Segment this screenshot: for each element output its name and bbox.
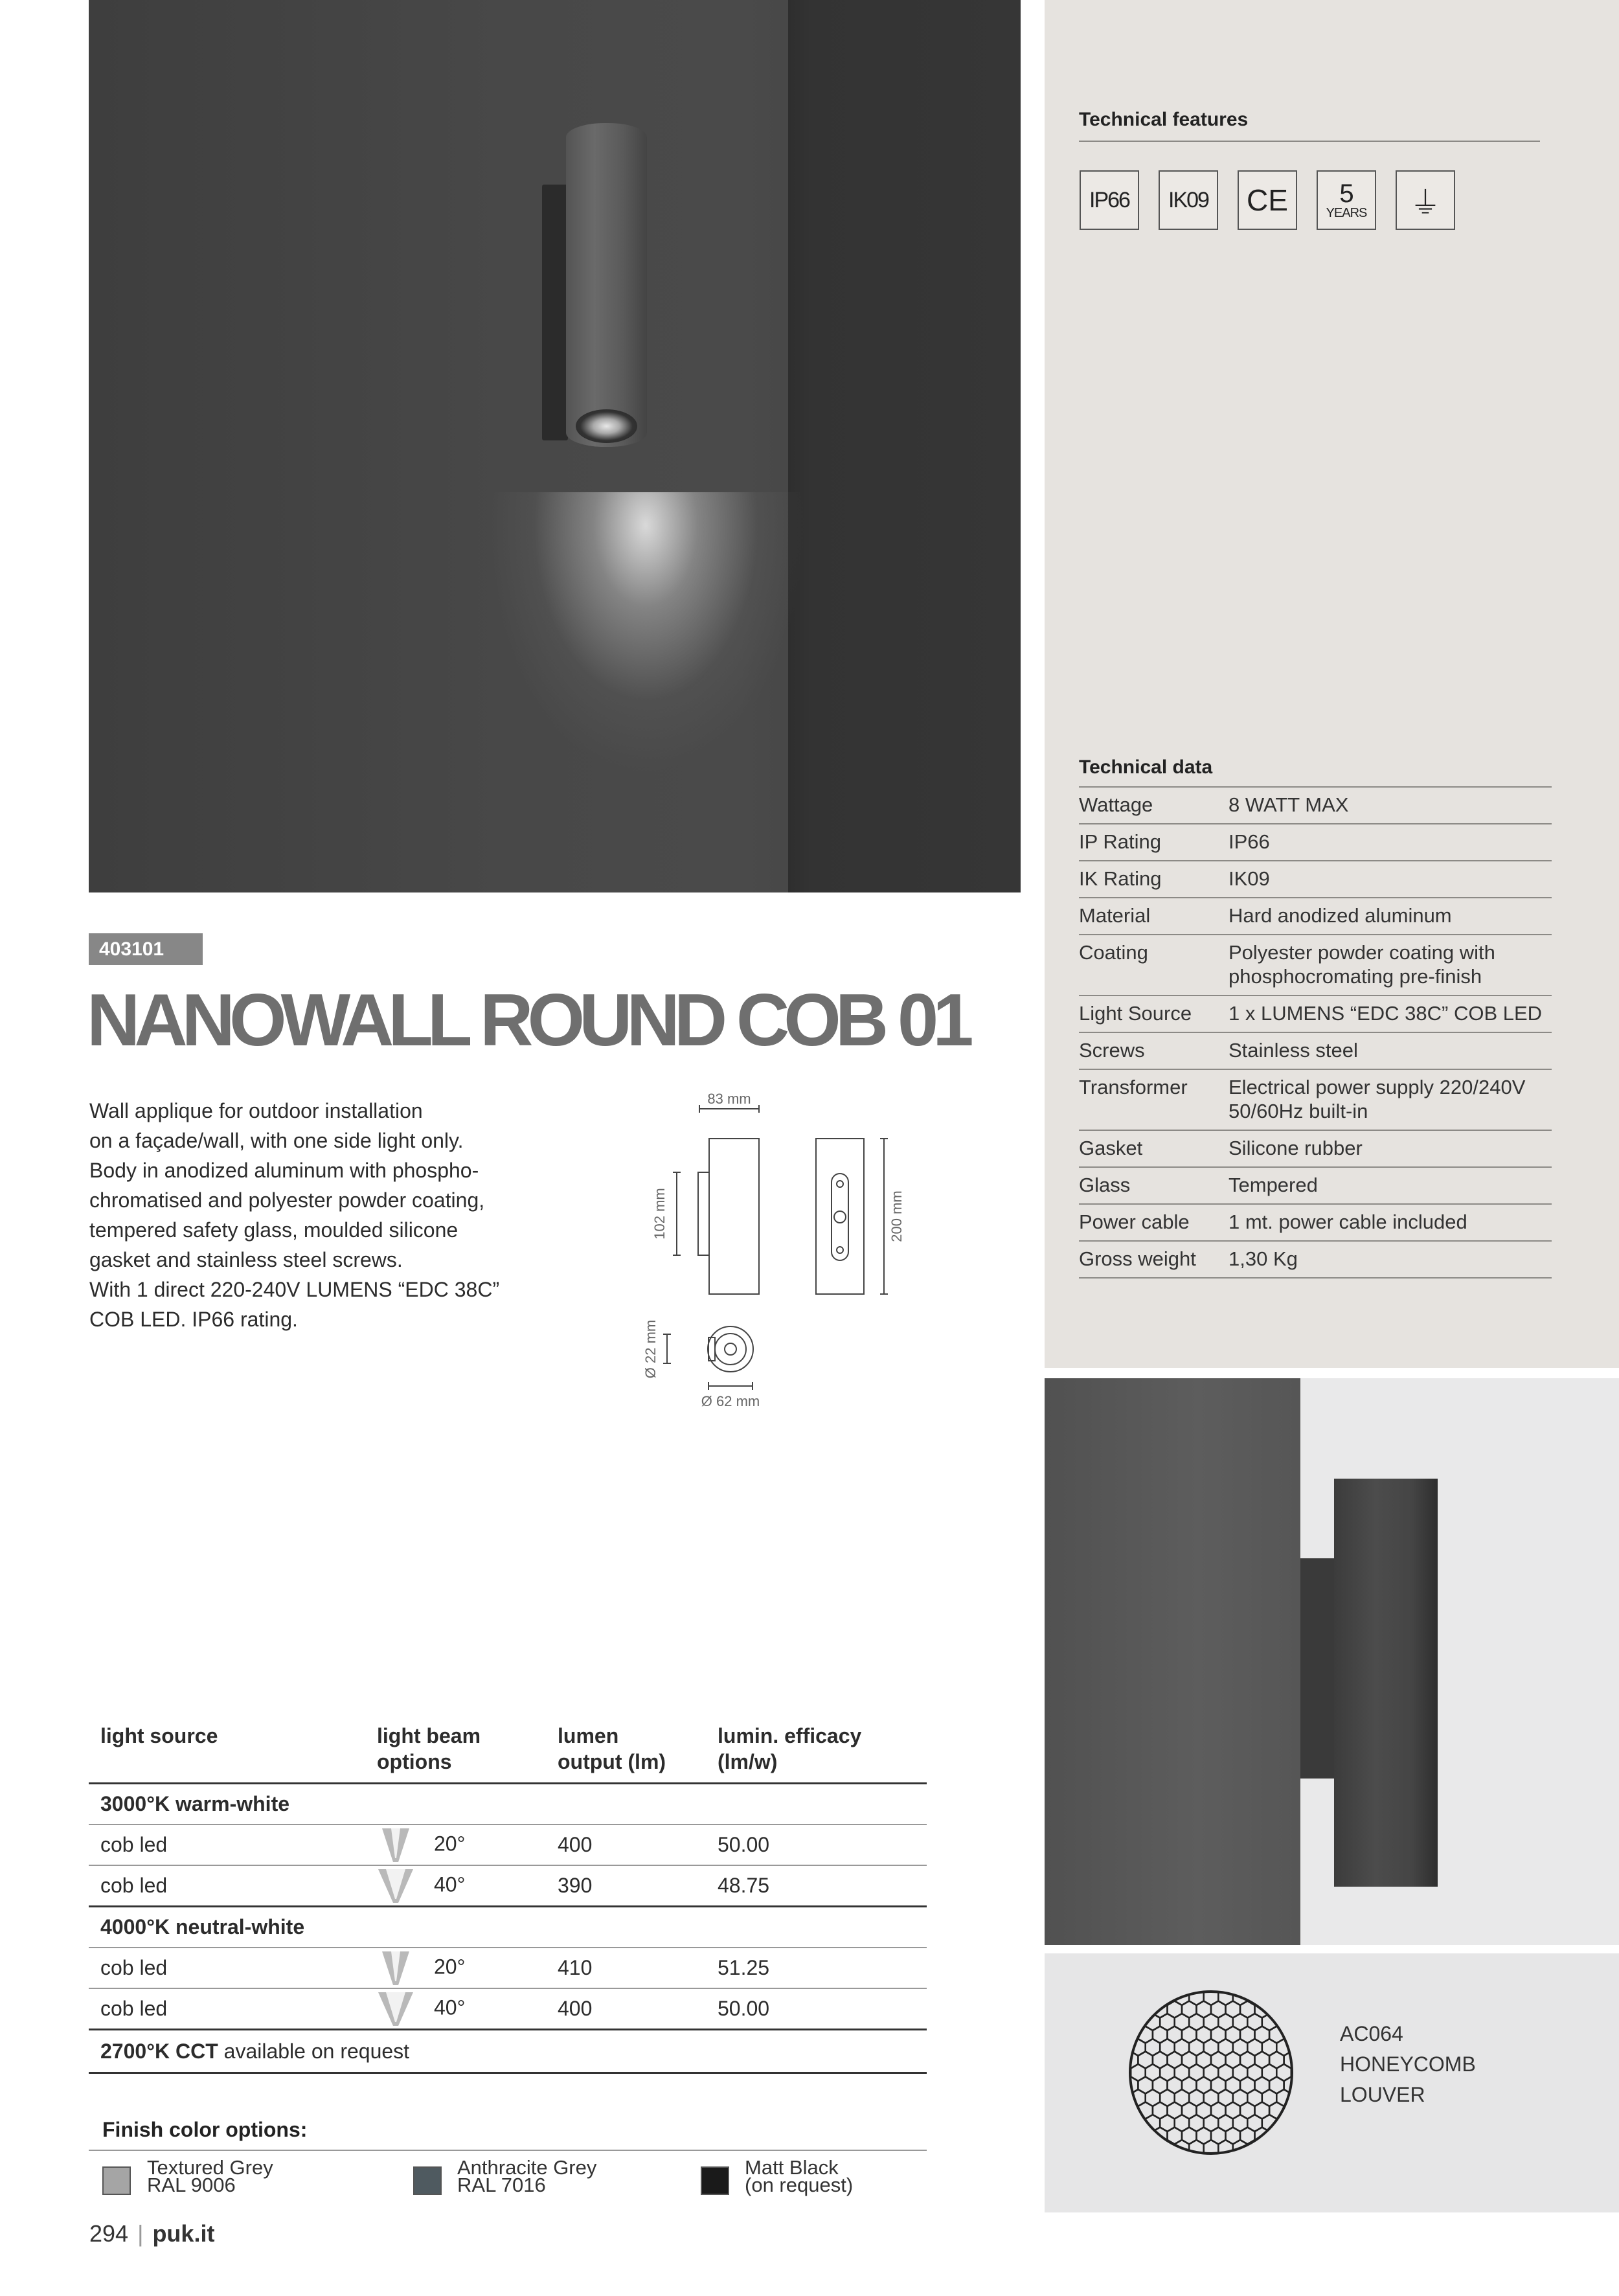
table-row: [1079, 787, 1552, 824]
spec-value: Tempered: [1228, 1167, 1552, 1204]
spec-value: Electrical power supply 220/240V 50/60Hz built-in: [1228, 1069, 1552, 1130]
hex-cell: [1269, 2001, 1284, 2018]
hex-cell: [1262, 2140, 1277, 2157]
hex-cell: [1284, 2128, 1295, 2144]
page-footer: [89, 2220, 214, 2247]
badge-label: IK09: [1168, 187, 1208, 212]
hex-cell: [1146, 1988, 1160, 2005]
hex-cell: [1138, 2153, 1153, 2157]
spec-key: Power cable: [1079, 1204, 1228, 1241]
table-row: [89, 1865, 927, 1907]
narrow-beam-icon: [377, 1827, 414, 1863]
fixture-body: [566, 123, 647, 447]
hex-cell: [1240, 1988, 1255, 1993]
technical-data-title: Technical data: [1079, 756, 1213, 778]
dim-body-diameter-label: Ø 62 mm: [701, 1393, 760, 1409]
hex-cell: [1255, 1988, 1270, 1993]
hex-cell: [1127, 2140, 1131, 2157]
beam-angle: 20°: [434, 1831, 466, 1855]
product-description: Wall applique for outdoor installation on a façade/wall, with one side light only. Body in anodized aluminum with phospho- chromatised and polyester powder coating, tempered safety glass, moulded silicone gasket and stainless steel screws. With 1 direct 220-240V LUMENS “EDC 38C” COB LED. IP66 rating.: [89, 1099, 500, 1331]
cell-lumen: 410: [546, 1948, 706, 1988]
cell-source: cob led: [89, 1865, 365, 1907]
table-row: [1079, 861, 1552, 898]
badge-label: CE: [1247, 183, 1288, 217]
color-swatch-anthracite-grey: [413, 2166, 442, 2195]
cell-source: cob led: [89, 1948, 365, 1988]
hex-cell: [1127, 2128, 1138, 2144]
spec-value: Hard anodized aluminum: [1228, 898, 1552, 935]
hex-cell: [1269, 1988, 1284, 1993]
technical-features-title: Technical features: [1079, 109, 1249, 130]
finish-name: Matt Black: [745, 2156, 839, 2179]
hex-cell: [1127, 2001, 1138, 2018]
hex-cell: [1276, 1988, 1291, 2005]
hero-product-photo: [89, 0, 1021, 892]
table-row: [1079, 1204, 1552, 1241]
warranty-years-label: YEARS: [1326, 206, 1367, 220]
cell-beam: [365, 1988, 546, 2030]
hex-cell: [1291, 1988, 1295, 2005]
cct-note-text: available on request: [218, 2039, 410, 2063]
hex-cell: [1291, 2115, 1295, 2131]
finish-name: Textured Grey: [147, 2156, 273, 2179]
table-row: [1079, 1167, 1552, 1204]
hex-cell: [1138, 2001, 1153, 2018]
hex-cell: [1127, 2039, 1131, 2056]
hex-cell: [1138, 2128, 1153, 2144]
mount-bracket: [1300, 1558, 1334, 1779]
hex-cell: [1255, 2153, 1270, 2157]
hex-cell: [1127, 1988, 1138, 1993]
spec-key: IP Rating: [1079, 824, 1228, 861]
cell-beam: [365, 1824, 546, 1865]
spec-key: IK Rating: [1079, 861, 1228, 898]
beam-angle: 40°: [434, 1872, 466, 1896]
hex-cell: [1269, 2128, 1284, 2144]
table-row: [89, 1824, 927, 1865]
cct-note: [89, 2030, 927, 2073]
spec-value: 1,30 Kg: [1228, 1241, 1552, 1278]
group-row: [89, 1784, 927, 1825]
table-row: [89, 1988, 927, 2030]
hex-cell: [1153, 1988, 1168, 1993]
column-header: lumen output (lm): [546, 1716, 706, 1784]
product-detail-photo: [1045, 1378, 1619, 1945]
website-link[interactable]: puk.it: [152, 2220, 215, 2247]
hex-cell: [1127, 2014, 1131, 2030]
cell-efficacy: 51.25: [706, 1948, 927, 1988]
spec-key: Light Source: [1079, 995, 1228, 1032]
cell-beam: [365, 1865, 546, 1907]
earth-ground-icon: [1396, 170, 1455, 230]
spec-key: Gasket: [1079, 1130, 1228, 1167]
finish-code: RAL 9006: [147, 2174, 236, 2196]
hex-cell: [1131, 2140, 1146, 2157]
cell-efficacy: 50.00: [706, 1988, 927, 2030]
hex-cell: [1291, 2089, 1295, 2106]
fixture-cylinder: [1334, 1479, 1438, 1887]
hex-cell: [1127, 2115, 1131, 2131]
divider: [1079, 141, 1540, 142]
ip66-badge: [1080, 170, 1139, 230]
color-swatch-textured-grey: [102, 2166, 131, 2195]
note-row: [89, 2030, 927, 2073]
hex-cell: [1276, 2140, 1291, 2157]
finish-name: Anthracite Grey: [457, 2156, 597, 2179]
wall-surface: [1045, 1378, 1300, 1945]
medium-beam-icon: [377, 1868, 414, 1904]
wall-mount-bracket: [542, 185, 568, 440]
spec-key: Glass: [1079, 1167, 1228, 1204]
hex-cell: [1291, 2014, 1295, 2030]
dim-lens-diameter-label: Ø 22 mm: [642, 1319, 659, 1379]
spec-key: Coating: [1079, 935, 1228, 995]
cell-efficacy: 50.00: [706, 1824, 927, 1865]
hex-cell: [1138, 1988, 1153, 1993]
page-number: 294: [89, 2220, 129, 2247]
fixture-lens: [576, 409, 637, 443]
spec-key: Material: [1079, 898, 1228, 935]
table-row: [1079, 1069, 1552, 1130]
color-swatch-matt-black: [701, 2166, 729, 2195]
spec-value: 8 WATT MAX: [1228, 787, 1552, 824]
medium-beam-icon: [377, 1991, 414, 2027]
hex-cell: [1262, 1988, 1277, 2005]
hex-cell: [1127, 1988, 1131, 2005]
dimension-drawing: [641, 1088, 939, 1425]
hex-cell: [1127, 2089, 1131, 2106]
finish-label: [457, 2156, 597, 2196]
group-row: [89, 1907, 927, 1948]
hex-cell: [1284, 2001, 1295, 2018]
column-header: light source: [89, 1716, 365, 1784]
spec-value: IP66: [1228, 824, 1552, 861]
dim-body-height-label: 102 mm: [651, 1188, 668, 1240]
cell-source: cob led: [89, 1824, 365, 1865]
cell-lumen: 400: [546, 1988, 706, 2030]
spec-value: Stainless steel: [1228, 1032, 1552, 1069]
spec-value: 1 mt. power cable included: [1228, 1204, 1552, 1241]
group-title: 4000°K neutral-white: [89, 1907, 927, 1948]
spec-key: Screws: [1079, 1032, 1228, 1069]
cell-source: cob led: [89, 1988, 365, 2030]
beam-angle: 40°: [434, 1995, 466, 2019]
hex-cell: [1182, 1988, 1197, 1993]
spec-key: Gross weight: [1079, 1241, 1228, 1278]
spec-key: Wattage: [1079, 787, 1228, 824]
honeycomb-louver-icon: [1127, 1988, 1295, 2157]
spec-value: Polyester powder coating with phosphocromating pre-finish: [1228, 935, 1552, 995]
footer-separator: |: [137, 2220, 144, 2247]
cell-lumen: 390: [546, 1865, 706, 1907]
cell-efficacy: 48.75: [706, 1865, 927, 1907]
hex-cell: [1153, 2153, 1168, 2157]
badge-label: IP66: [1089, 187, 1129, 212]
accessory-label: AC064 HONEYCOMB LOUVER: [1340, 2022, 1476, 2106]
light-beam: [451, 492, 840, 892]
cct-note-bold: 2700°K CCT: [100, 2039, 218, 2063]
cell-lumen: 400: [546, 1824, 706, 1865]
hex-cell: [1127, 2153, 1138, 2157]
finish-label: [147, 2156, 273, 2196]
finish-code: RAL 7016: [457, 2174, 546, 2196]
hex-cell: [1182, 2153, 1197, 2157]
table-row: [1079, 824, 1552, 861]
cell-beam: [365, 1948, 546, 1988]
warranty-years-number: 5: [1339, 179, 1353, 208]
ce-mark-icon: [1238, 170, 1297, 230]
table-row: [89, 1948, 927, 1988]
beam-angle: 20°: [434, 1954, 466, 1978]
table-row: [1079, 995, 1552, 1032]
finish-label: [745, 2156, 854, 2196]
hex-cell: [1226, 1988, 1241, 1993]
table-row: [1079, 1130, 1552, 1167]
product-code-badge: 403101: [89, 933, 203, 965]
hex-cell: [1168, 1988, 1183, 1993]
badge-label: ⏚: [1409, 186, 1441, 221]
technical-data-table: [1079, 786, 1552, 1279]
divider: [89, 2150, 927, 2151]
table-row: [1079, 1241, 1552, 1278]
hex-cell: [1146, 2140, 1160, 2157]
hex-cell: [1269, 2153, 1284, 2157]
product-title: NANOWALL ROUND COB 01: [87, 979, 968, 1062]
hex-cell: [1240, 2153, 1255, 2157]
hex-cell: [1284, 2153, 1295, 2157]
ik09-badge: [1159, 170, 1218, 230]
light-source-table: [89, 1716, 927, 2074]
finish-options-title: Finish color options:: [102, 2118, 308, 2141]
spec-value: Silicone rubber: [1228, 1130, 1552, 1167]
table-row: [1079, 935, 1552, 995]
hex-cell: [1168, 2153, 1183, 2157]
table-row: [1079, 898, 1552, 935]
column-header: lumin. efficacy (lm/w): [706, 1716, 927, 1784]
spec-value: 1 x LUMENS “EDC 38C” COB LED: [1228, 995, 1552, 1032]
hex-cell: [1131, 1988, 1146, 2005]
hex-cell: [1284, 1988, 1295, 1993]
hex-cell: [1291, 2039, 1295, 2056]
table-row: [1079, 1032, 1552, 1069]
narrow-beam-icon: [377, 1950, 414, 1986]
column-header: light beam options: [365, 1716, 546, 1784]
hex-cell: [1226, 2153, 1241, 2157]
group-title: 3000°K warm-white: [89, 1784, 927, 1825]
dim-total-height-label: 200 mm: [889, 1190, 905, 1242]
dim-depth-label: 83 mm: [707, 1091, 751, 1107]
spec-key: Transformer: [1079, 1069, 1228, 1130]
warranty-badge: [1317, 170, 1376, 230]
hex-cell: [1291, 2140, 1295, 2157]
spec-value: IK09: [1228, 861, 1552, 898]
finish-code: (on request): [745, 2174, 854, 2196]
